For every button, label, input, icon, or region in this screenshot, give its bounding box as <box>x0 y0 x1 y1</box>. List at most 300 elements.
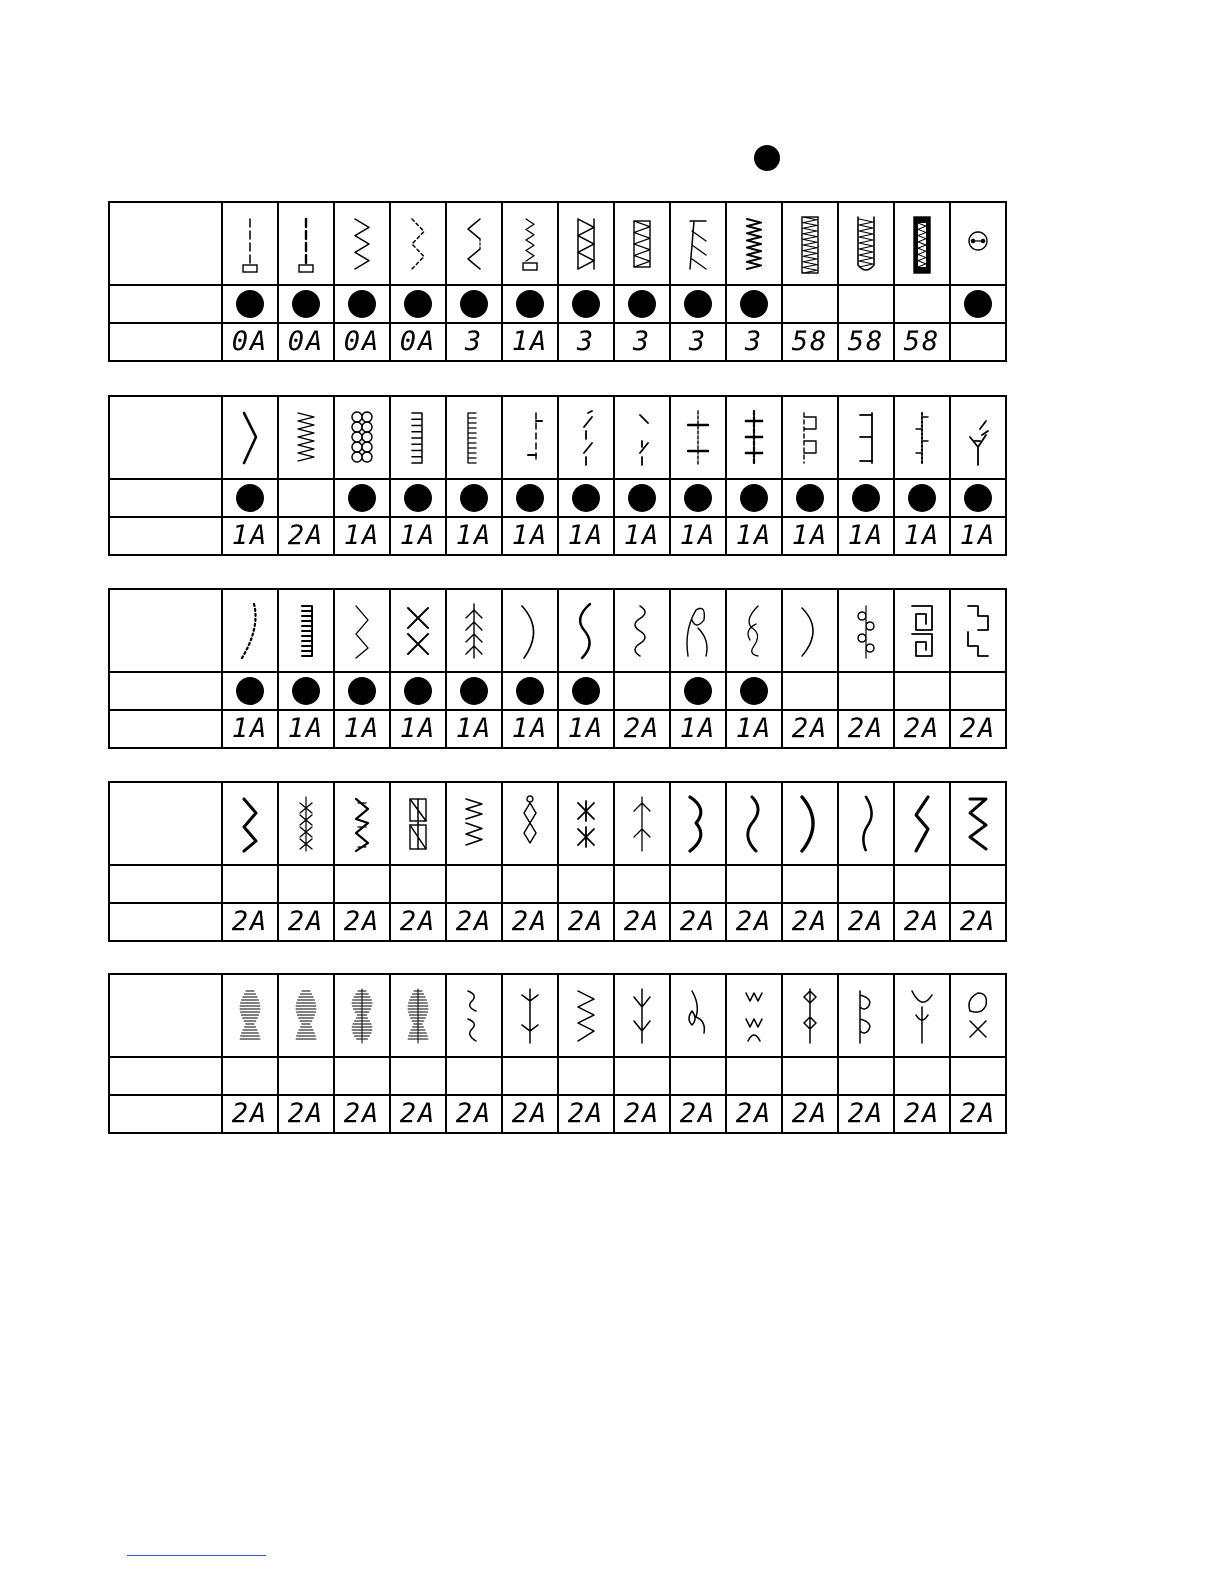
stitch-code: 2A <box>231 906 269 937</box>
stitch-cell <box>726 202 782 285</box>
stitch-code: 1A <box>791 520 829 551</box>
stitch-code: 2A <box>903 906 941 937</box>
code-cell <box>222 323 278 361</box>
indicator-cell <box>558 672 614 710</box>
code-cell <box>614 710 670 748</box>
stitch-code: 2A <box>959 1098 997 1129</box>
stitch-code: 58 <box>903 326 941 357</box>
stitch-code: 2A <box>455 906 493 937</box>
x-stitch-icon <box>398 600 438 662</box>
stitch-code: 3 <box>744 326 764 357</box>
greek-key-icon <box>902 600 942 662</box>
s-curve-icon <box>566 600 606 662</box>
tulip-scroll-icon <box>454 985 494 1047</box>
stitch-cell <box>726 396 782 479</box>
stitch-code: 0A <box>343 326 381 357</box>
indicator-cell <box>614 479 670 517</box>
stitch-cell <box>670 974 726 1057</box>
stitch-code: 2A <box>567 906 605 937</box>
indicator-cell <box>894 285 950 323</box>
stitch-cell <box>390 396 446 479</box>
stitch-code: 2A <box>511 906 549 937</box>
stitch-code: 2A <box>399 1098 437 1129</box>
stitch-code: 1A <box>959 520 997 551</box>
row-label-cell <box>109 589 222 672</box>
indicator-cell <box>838 479 894 517</box>
filled-circle-icon <box>628 290 656 318</box>
indicator-cell <box>838 865 894 903</box>
box-chain-icon <box>398 793 438 855</box>
satin-zigzag-heavy-icon <box>566 985 606 1047</box>
code-cell <box>782 1095 838 1133</box>
stitch-cell <box>334 202 390 285</box>
stitch-code: 1A <box>511 520 549 551</box>
blanket-stitch-icon <box>790 407 830 469</box>
icon-row <box>109 202 1006 285</box>
code-cell <box>278 1095 334 1133</box>
code-cell <box>950 903 1006 941</box>
stitch-code: 3 <box>632 326 652 357</box>
satin-lightning-icon <box>902 793 942 855</box>
code-cell <box>390 903 446 941</box>
code-cell <box>950 517 1006 555</box>
icon-row <box>109 589 1006 672</box>
code-cell <box>670 323 726 361</box>
code-cell <box>390 517 446 555</box>
straight-stitch-center-icon <box>286 213 326 275</box>
stitch-cell <box>782 202 838 285</box>
code-cell <box>614 903 670 941</box>
indicator-cell <box>726 865 782 903</box>
stitch-code: 2A <box>903 1098 941 1129</box>
indicator-cell <box>558 1057 614 1095</box>
filled-circle-icon <box>516 677 544 705</box>
code-cell <box>782 517 838 555</box>
filled-circle-icon <box>684 677 712 705</box>
stitch-cell <box>390 589 446 672</box>
filled-circle-icon <box>516 290 544 318</box>
indicator-cell <box>670 285 726 323</box>
stitch-code: 2A <box>287 520 325 551</box>
indicator-cell <box>726 479 782 517</box>
dot-row <box>109 479 1006 517</box>
stitch-cell <box>614 782 670 865</box>
indicator-cell <box>334 479 390 517</box>
icon-row <box>109 396 1006 479</box>
indicator-cell <box>726 672 782 710</box>
indicator-cell <box>950 672 1006 710</box>
comb-stitch-icon <box>454 407 494 469</box>
stitch-code: 1A <box>399 520 437 551</box>
code-cell <box>390 1095 446 1133</box>
diamond-link-icon <box>510 793 550 855</box>
rick-rack-icon <box>902 407 942 469</box>
indicator-cell <box>726 1057 782 1095</box>
indicator-cell <box>278 1057 334 1095</box>
stitch-code: 2A <box>287 906 325 937</box>
stitch-cell <box>334 782 390 865</box>
stitch-cell <box>222 974 278 1057</box>
stitch-code: 1A <box>735 713 773 744</box>
filled-circle-icon <box>460 484 488 512</box>
indicator-cell <box>614 285 670 323</box>
stitch-cell <box>222 589 278 672</box>
stitch-code: 1A <box>343 520 381 551</box>
row-label-cell <box>109 517 222 555</box>
row-label-cell <box>109 865 222 903</box>
row-label-cell <box>109 974 222 1057</box>
stitch-code: 1A <box>679 713 717 744</box>
stitch-cell <box>502 589 558 672</box>
code-cell <box>782 903 838 941</box>
feather-stitch-icon <box>958 407 998 469</box>
stepped-bar-icon <box>286 600 326 662</box>
stitch-cell <box>558 202 614 285</box>
stitch-table <box>108 201 1007 362</box>
code-cell <box>334 903 390 941</box>
stitch-cell <box>558 396 614 479</box>
code-cell <box>278 710 334 748</box>
filled-circle-icon <box>796 484 824 512</box>
dashed-blanket-icon <box>510 407 550 469</box>
code-cell <box>894 1095 950 1133</box>
row-label-cell <box>109 285 222 323</box>
code-cell <box>950 323 1006 361</box>
stitch-code: 1A <box>399 713 437 744</box>
stitch-code: 2A <box>567 1098 605 1129</box>
stitch-cell <box>558 589 614 672</box>
indicator-cell <box>558 865 614 903</box>
stitch-cell <box>670 396 726 479</box>
code-cell <box>838 517 894 555</box>
stitch-code: 1A <box>567 713 605 744</box>
stitch-code: 1A <box>455 713 493 744</box>
indicator-cell <box>278 285 334 323</box>
code-cell <box>838 1095 894 1133</box>
ribbon-zigzag-icon <box>342 793 382 855</box>
cross-stitch-icon <box>678 407 718 469</box>
indicator-cell <box>446 865 502 903</box>
stitch-cell <box>782 396 838 479</box>
code-row <box>109 1095 1006 1133</box>
stitch-code: 2A <box>847 906 885 937</box>
tulip-stem-icon <box>622 985 662 1047</box>
chevron-stack-icon <box>454 793 494 855</box>
row-label-cell <box>109 903 222 941</box>
stitch-cell <box>390 782 446 865</box>
code-cell <box>894 710 950 748</box>
dot-row <box>109 865 1006 903</box>
indicator-cell <box>334 865 390 903</box>
arrow-vine-icon <box>510 985 550 1047</box>
stitch-cell <box>334 974 390 1057</box>
stitch-table <box>108 588 1007 749</box>
stitch-code: 3 <box>576 326 596 357</box>
leaf-vine-icon <box>846 600 886 662</box>
filled-circle-icon <box>236 484 264 512</box>
indicator-cell <box>502 1057 558 1095</box>
indicator-cell <box>334 672 390 710</box>
stitch-cell <box>558 782 614 865</box>
stitch-cell <box>894 974 950 1057</box>
stitch-code: 2A <box>679 906 717 937</box>
stitch-code: 2A <box>735 1098 773 1129</box>
dot-row <box>109 672 1006 710</box>
icon-row <box>109 782 1006 865</box>
indicator-cell <box>558 285 614 323</box>
stitch-cell <box>390 202 446 285</box>
code-row <box>109 323 1006 361</box>
filled-circle-icon <box>964 290 992 318</box>
code-cell <box>726 710 782 748</box>
stitch-cell <box>670 202 726 285</box>
stitch-cell <box>950 396 1006 479</box>
heart-vine-icon <box>902 985 942 1047</box>
stitch-cell <box>390 974 446 1057</box>
lightning-stitch-icon <box>510 213 550 275</box>
indicator-cell <box>390 865 446 903</box>
indicator-cell <box>670 865 726 903</box>
stitch-code: 2A <box>791 906 829 937</box>
heart-icon <box>846 985 886 1047</box>
indicator-cell <box>222 285 278 323</box>
code-cell <box>334 323 390 361</box>
filled-circle-icon <box>572 290 600 318</box>
filled-circle-icon <box>684 484 712 512</box>
stitch-cell <box>502 974 558 1057</box>
stitch-cell <box>222 202 278 285</box>
indicator-cell <box>782 672 838 710</box>
indicator-cell <box>502 672 558 710</box>
indicator-cell <box>670 479 726 517</box>
stitch-cell <box>782 782 838 865</box>
stitch-code: 1A <box>623 520 661 551</box>
scallop-icon <box>790 600 830 662</box>
code-cell <box>278 323 334 361</box>
indicator-cell <box>334 285 390 323</box>
filled-circle-icon <box>348 484 376 512</box>
stitch-cell <box>558 974 614 1057</box>
code-cell <box>670 517 726 555</box>
stitch-code: 1A <box>567 520 605 551</box>
indicator-cell <box>390 285 446 323</box>
stitch-cell <box>614 396 670 479</box>
code-cell <box>894 903 950 941</box>
stitch-cell <box>446 396 502 479</box>
stitch-cell <box>838 202 894 285</box>
ribbon-loop-icon <box>958 985 998 1047</box>
slant-overedge-icon <box>678 213 718 275</box>
row-label-cell <box>109 672 222 710</box>
filled-circle-icon <box>236 290 264 318</box>
indicator-cell <box>222 1057 278 1095</box>
filled-circle-icon <box>852 484 880 512</box>
filled-circle-icon <box>460 290 488 318</box>
stitch-code: 1A <box>735 520 773 551</box>
indicator-cell <box>446 285 502 323</box>
stitch-code: 0A <box>287 326 325 357</box>
indicator-cell <box>894 479 950 517</box>
filled-circle-icon <box>460 677 488 705</box>
dotted-wave-icon <box>230 600 270 662</box>
filled-circle-icon <box>684 290 712 318</box>
code-cell <box>390 323 446 361</box>
stitch-cell <box>950 782 1006 865</box>
stitch-cell <box>838 782 894 865</box>
indicator-cell <box>222 865 278 903</box>
code-cell <box>558 903 614 941</box>
indicator-cell <box>614 865 670 903</box>
stitch-cell <box>278 974 334 1057</box>
code-row <box>109 903 1006 941</box>
stitch-cell <box>782 974 838 1057</box>
stitch-cell <box>950 202 1006 285</box>
icon-row <box>109 974 1006 1057</box>
code-cell <box>390 710 446 748</box>
satin-crescent-icon <box>790 793 830 855</box>
stitch-code: 2A <box>231 1098 269 1129</box>
code-cell <box>894 517 950 555</box>
indicator-cell <box>390 479 446 517</box>
code-cell <box>726 1095 782 1133</box>
stitch-cell <box>726 589 782 672</box>
indicator-cell <box>446 1057 502 1095</box>
stitch-cell <box>614 202 670 285</box>
stitch-cell <box>614 589 670 672</box>
stitch-cell <box>502 396 558 479</box>
code-cell <box>670 710 726 748</box>
code-cell <box>278 903 334 941</box>
stitch-code: 1A <box>511 713 549 744</box>
square-blanket-icon <box>846 407 886 469</box>
filled-circle-icon <box>404 290 432 318</box>
indicator-cell <box>838 1057 894 1095</box>
stitch-cell <box>334 396 390 479</box>
code-cell <box>838 903 894 941</box>
stitch-cell <box>894 396 950 479</box>
code-cell <box>446 517 502 555</box>
code-cell <box>502 903 558 941</box>
indicator-cell <box>950 865 1006 903</box>
code-cell <box>670 903 726 941</box>
stitch-cell <box>838 589 894 672</box>
filled-circle-icon <box>740 677 768 705</box>
stitch-cell <box>614 974 670 1057</box>
code-cell <box>222 710 278 748</box>
indicator-cell <box>950 479 1006 517</box>
satin-zigzag-icon <box>734 213 774 275</box>
indicator-cell <box>894 672 950 710</box>
bold-zigzag-icon <box>230 793 270 855</box>
stitch-cell <box>950 974 1006 1057</box>
code-cell <box>446 710 502 748</box>
filled-circle-icon <box>516 484 544 512</box>
arrow-branch-icon <box>622 793 662 855</box>
footer-underline <box>127 1555 266 1556</box>
stitch-code: 2A <box>959 906 997 937</box>
stitch-code: 1A <box>679 520 717 551</box>
stitch-code: 3 <box>688 326 708 357</box>
meander-icon <box>958 600 998 662</box>
stitch-cell <box>446 589 502 672</box>
filled-circle-icon <box>236 677 264 705</box>
filled-circle-icon <box>292 290 320 318</box>
legend-dot-icon <box>754 145 780 171</box>
stitch-cell <box>278 396 334 479</box>
satin-bead-icon <box>286 985 326 1047</box>
code-cell <box>502 710 558 748</box>
satin-scallop-icon <box>678 793 718 855</box>
row-label-cell <box>109 202 222 285</box>
spiral-loop-icon <box>734 600 774 662</box>
code-cell <box>222 903 278 941</box>
stitch-cell <box>838 974 894 1057</box>
stitch-cell <box>446 974 502 1057</box>
loop-stitch-icon <box>678 600 718 662</box>
filled-circle-icon <box>740 484 768 512</box>
indicator-cell <box>446 672 502 710</box>
stitch-code: 2A <box>399 906 437 937</box>
code-row <box>109 710 1006 748</box>
satin-step-icon <box>958 793 998 855</box>
code-cell <box>726 323 782 361</box>
honeycomb-icon <box>342 407 382 469</box>
filled-circle-icon <box>628 484 656 512</box>
stitch-cell <box>278 589 334 672</box>
code-cell <box>222 517 278 555</box>
code-cell <box>614 517 670 555</box>
code-cell <box>502 517 558 555</box>
code-cell <box>558 1095 614 1133</box>
code-cell <box>614 323 670 361</box>
indicator-cell <box>558 479 614 517</box>
stitch-table <box>108 395 1007 556</box>
stitch-code: 2A <box>847 1098 885 1129</box>
code-cell <box>670 1095 726 1133</box>
stitch-code: 2A <box>735 906 773 937</box>
chevron-chain-icon <box>342 600 382 662</box>
stitch-cell <box>726 974 782 1057</box>
straight-stitch-left-icon <box>230 213 270 275</box>
code-cell <box>558 323 614 361</box>
stitch-code: 0A <box>231 326 269 357</box>
filled-circle-icon <box>404 484 432 512</box>
indicator-cell <box>726 285 782 323</box>
indicator-cell <box>670 672 726 710</box>
buttonhole-square-icon <box>790 213 830 275</box>
code-cell <box>726 517 782 555</box>
indicator-cell <box>390 1057 446 1095</box>
diamond-chain-icon <box>286 793 326 855</box>
satin-spindle-icon <box>342 985 382 1047</box>
stitch-cell <box>894 782 950 865</box>
indicator-cell <box>334 1057 390 1095</box>
stitch-code: 58 <box>791 326 829 357</box>
code-cell <box>838 710 894 748</box>
crown-icon <box>734 985 774 1047</box>
code-cell <box>614 1095 670 1133</box>
stitch-cell <box>894 589 950 672</box>
indicator-cell <box>782 865 838 903</box>
indicator-cell <box>894 865 950 903</box>
stitch-code: 2A <box>343 1098 381 1129</box>
row-label-cell <box>109 1095 222 1133</box>
row-label-cell <box>109 710 222 748</box>
code-cell <box>950 710 1006 748</box>
stitch-code: 1A <box>847 520 885 551</box>
indicator-cell <box>222 479 278 517</box>
indicator-cell <box>838 285 894 323</box>
